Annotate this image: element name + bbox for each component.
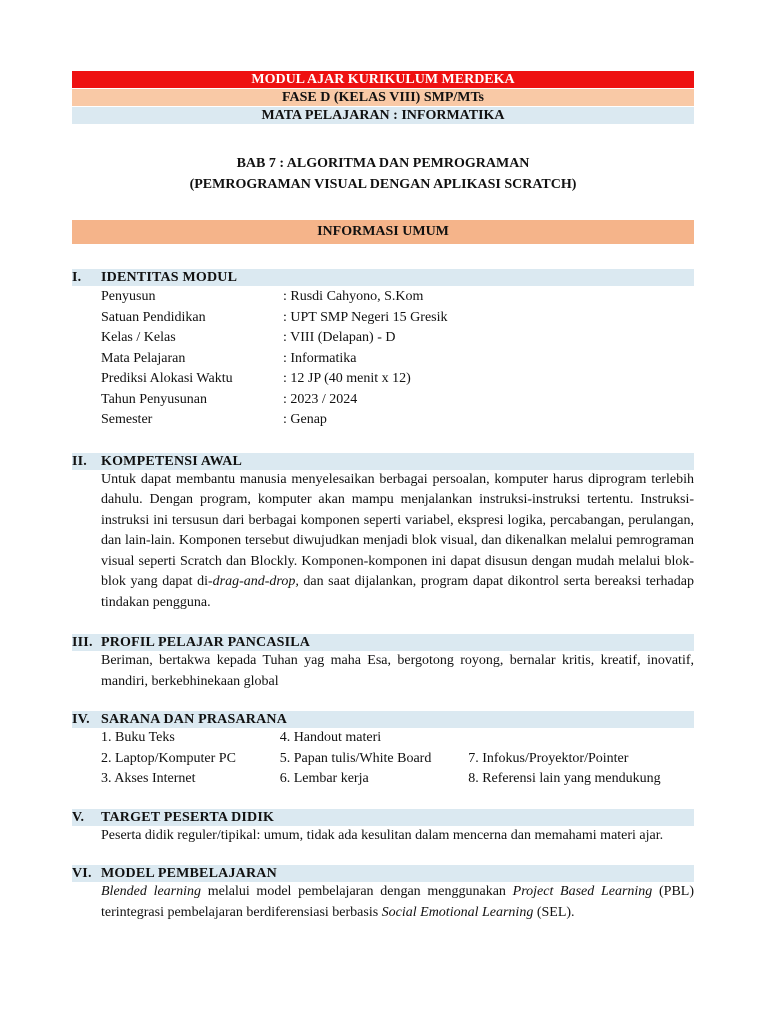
identity-label: Semester (101, 412, 153, 427)
section-title: PROFIL PELAJAR PANCASILA (101, 635, 311, 650)
paragraph-italic: drag-and-drop, (212, 574, 299, 589)
section-number: II. (72, 453, 87, 469)
paragraph-italic: Blended learning (101, 884, 202, 899)
section-heading (72, 711, 694, 728)
section-number: IV. (72, 712, 90, 727)
section-title: IDENTITAS MODUL (101, 270, 238, 285)
section-number: I. (72, 270, 82, 285)
identity-value: : UPT SMP Negeri 15 Gresik (283, 309, 448, 325)
section-heading (72, 809, 694, 826)
list-item: 5. Papan tulis/White Board (279, 750, 432, 766)
identity-table (72, 287, 694, 431)
identity-value: : Rusdi Cahyono, S.Kom (283, 289, 424, 304)
paragraph-text: (SEL). (533, 904, 575, 920)
identity-label: Penyusun (101, 289, 156, 304)
paragraph-text: dan saat dijalankan, program dapat dikontrol serta bereaksi terhadap tindakan pengguna. (101, 574, 694, 610)
section-title: SARANA DAN PRASARANA (101, 712, 288, 727)
list-item: 4. Handout materi (279, 730, 382, 745)
section-number: III. (72, 635, 93, 650)
identity-row (101, 328, 694, 349)
general-info-header: INFORMASI UMUM (72, 220, 694, 244)
facilities-column (101, 728, 280, 790)
list-item: 7. Infokus/Proyektor/Pointer (468, 750, 629, 766)
identity-row (101, 390, 694, 411)
identity-row (101, 410, 694, 431)
profil-paragraph: Beriman, bertakwa kepada Tuhan yag maha Esa, bergotong royong, bernalar kritis, kreatif, inovatif, mandiri, berkebhinekaan global (101, 653, 694, 689)
identity-value: : VIII (Delapan) - D (283, 330, 396, 345)
model-paragraph (72, 882, 694, 923)
facilities-column (468, 728, 694, 790)
paragraph-italic: Project Based Learning (512, 884, 653, 899)
list-item: 3. Akses Internet (101, 771, 196, 786)
identity-row (101, 287, 694, 308)
list-item: 1. Buku Teks (101, 730, 175, 745)
kompetensi-paragraph (72, 470, 694, 614)
identity-label: Kelas / Kelas (101, 330, 176, 345)
target-paragraph: Peserta didik reguler/tipikal: umum, tidak ada kesulitan dalam mencerna dan memahami materi ajar. (101, 827, 664, 843)
facilities-column (280, 728, 469, 790)
section-title: TARGET PESERTA DIDIK (101, 809, 275, 825)
section-profil (72, 634, 694, 692)
identity-value: : 12 JP (40 menit x 12) (283, 371, 411, 386)
identity-row (101, 369, 694, 390)
module-title-bar: MODUL AJAR KURIKULUM MERDEKA (72, 71, 694, 88)
identity-label: Satuan Pendidikan (101, 309, 206, 325)
identity-row (101, 349, 694, 370)
identity-row (101, 308, 694, 329)
subject-bar: MATA PELAJARAN : INFORMATIKA (72, 107, 694, 124)
chapter-heading (72, 153, 694, 195)
section-title: MODEL PEMBELAJARAN (101, 866, 277, 881)
list-item: 2. Laptop/Komputer PC (101, 750, 236, 766)
identity-label: Tahun Penyusunan (101, 391, 207, 407)
paragraph-text: melalui model pembelajaran dengan menggunakan (201, 884, 513, 899)
section-model (72, 865, 694, 923)
list-item (468, 728, 694, 749)
section-number: V. (72, 809, 85, 825)
identity-value: : 2023 / 2024 (283, 391, 358, 407)
section-identitas (72, 269, 694, 431)
section-sarana (72, 711, 694, 790)
paragraph-text: (PBL) terintegrasi pembelajaran berdiferensiasi berbasis (101, 884, 695, 920)
list-item: 8. Referensi lain yang mendukung (468, 771, 661, 786)
list-item: 6. Lembar kerja (279, 771, 369, 786)
identity-label: Prediksi Alokasi Waktu (101, 371, 233, 386)
section-target (72, 809, 694, 847)
facilities-list (72, 728, 694, 790)
identity-value: : Genap (283, 412, 327, 427)
paragraph-italic: Social Emotional Learning (381, 904, 534, 920)
paragraph-text: Untuk dapat membantu manusia menyelesaikan berbagai persoalan, komputer harus diprogram terlebih dahulu. Dengan program, komputer akan mampu menjalankan instruksi-instruksi tertentu. Instruksi-instruksi ini tersusun dari berbagai komponen seperti variabel, ekspresi logika, percabangan, perulangan, dan lain-lain. Komponen tersebut diwujudkan menjadi blok visual, dan dikenalkan melalui pemrograman visual seperti Scratch dan Blockly. Komponen-komponen ini dapat disusun dengan mudah melalui blok-blok yang dapat di- (101, 471, 694, 589)
chapter-title: BAB 7 : ALGORITMA DAN PEMROGRAMAN (236, 156, 530, 171)
chapter-subtitle: (PEMROGRAMAN VISUAL DENGAN APLIKASI SCRATCH) (189, 177, 577, 192)
phase-bar: FASE D (KELAS VIII) SMP/MTs (72, 89, 694, 106)
document-page (72, 71, 694, 923)
section-title: KOMPETENSI AWAL (101, 453, 243, 469)
section-heading (72, 634, 694, 651)
section-number: VI. (72, 866, 92, 881)
section-heading (72, 453, 694, 470)
section-kompetensi (72, 453, 694, 614)
identity-label: Mata Pelajaran (101, 350, 186, 366)
section-heading (72, 865, 694, 882)
identity-value: : Informatika (283, 350, 357, 366)
section-heading (72, 269, 694, 286)
